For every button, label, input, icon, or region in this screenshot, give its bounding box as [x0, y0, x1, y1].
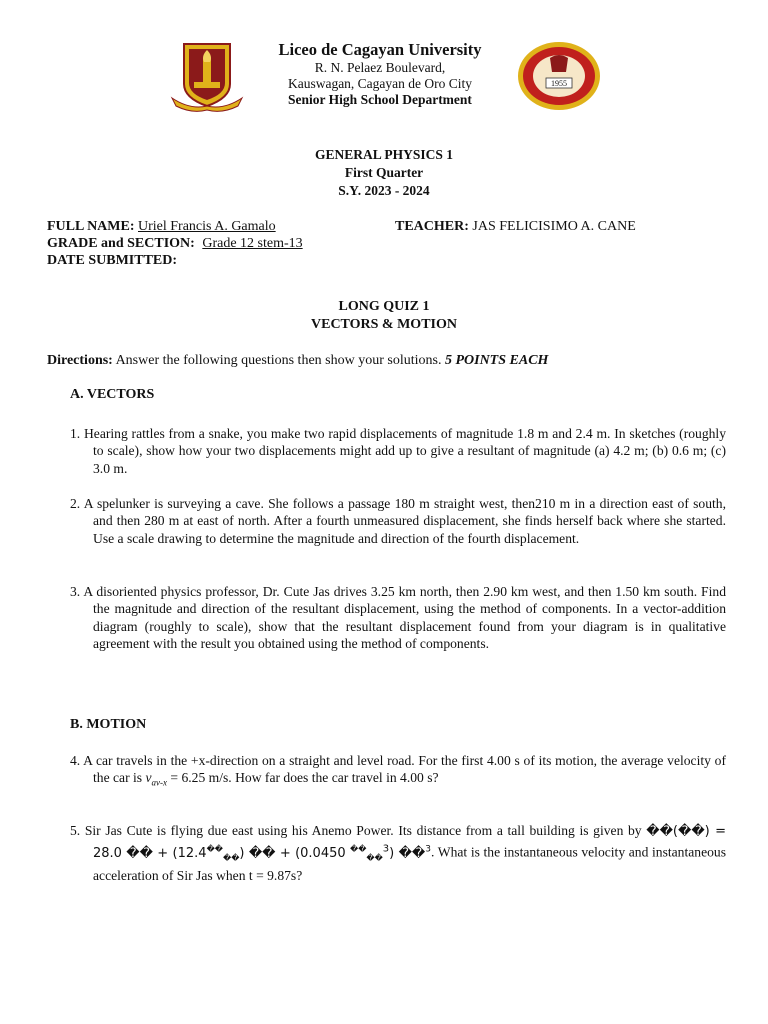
teacher-row — [395, 218, 636, 235]
quiz-heading — [234, 298, 534, 334]
department-seal — [516, 40, 602, 112]
question-4 — [70, 752, 726, 793]
question-4-text — [70, 752, 726, 793]
directions-points: 5 POINTS EACH — [444, 353, 549, 368]
grade-section-row — [47, 235, 303, 252]
full-name-label: FULL NAME: — [47, 219, 135, 234]
grade-section-value: Grade 12 stem-13 — [202, 236, 303, 251]
question-4-subscript: av-x — [151, 778, 168, 789]
formula-sup-1: �� — [206, 844, 223, 854]
directions — [47, 352, 548, 369]
section-a-heading: A. VECTORS — [70, 387, 155, 402]
full-name-value: Uriel Francis A. Gamalo — [138, 219, 276, 234]
formula-part-1: ��(��) = 28.0 �� + (12.4 — [93, 824, 726, 861]
formula-part-3: ) �� — [389, 845, 426, 861]
question-1-text: 1. Hearing rattles from a snake, you make two rapid displacements of magnitude 1.8 m and 2.4 m. In sketches (roughly to scale), show how your two displacements might add up to give a resultant of magnitude (a) 4.2 m; (b) 0.6 m; (c) 3.0 m. — [70, 426, 726, 476]
directions-label: Directions: — [47, 353, 113, 368]
question-2 — [70, 495, 726, 547]
seal-year-text: 1955 — [551, 79, 567, 88]
formula-exponent: 3 — [425, 844, 431, 855]
question-5 — [70, 822, 726, 884]
university-header — [250, 40, 510, 108]
course-title: GENERAL PHYSICS 1 — [314, 147, 454, 162]
question-5-part-b: . What is the instantaneous velocity and instantaneous acceleration of Sir Jas when t = 9.87s? — [93, 844, 726, 883]
question-4-part-b: = 6.25 m/s. How far does the car travel in 4.00 s? — [167, 770, 439, 786]
course-quarter: First Quarter — [344, 165, 424, 180]
formula-sup-3: 3 — [382, 843, 390, 855]
question-4-variable: v — [145, 770, 152, 786]
address-line-1: R. N. Pelaez Boulevard, — [314, 60, 446, 75]
university-logo — [170, 40, 244, 114]
question-4-part-a: 4. A car travels in the +x-direction on a straight and level road. For the first 4.00 s of its motion, the average velocity of the car is — [70, 753, 726, 786]
question-1 — [70, 425, 726, 477]
university-name: Liceo de Cagayan University — [278, 40, 482, 59]
formula-sub-1: �� — [222, 853, 240, 863]
date-submitted-label: DATE SUBMITTED: — [47, 253, 178, 268]
question-2-text: 2. A spelunker is surveying a cave. She follows a passage 180 m straight west, then210 m in a direction east of south, and then 280 m at east of north. After a fourth unmeasured displacement, she finds herself back where she started. Use a scale drawing to determine the magnitude and direction of the fourth displacement. — [70, 496, 726, 546]
department-name: Senior High School Department — [288, 92, 472, 107]
teacher-value: JAS FELICISIMO A. CANE — [472, 219, 636, 234]
formula-sup-2: �� — [349, 844, 367, 854]
question-5-part-a: 5. Sir Jas Cute is flying due east using his Anemo Power. Its distance from a tall building is given by — [70, 823, 642, 838]
school-year: S.Y. 2023 - 2024 — [338, 183, 430, 198]
address-line-2: Kauswagan, Cagayan de Oro City — [287, 76, 473, 91]
formula-part-2: ) �� + (0.0450 — [239, 845, 350, 861]
quiz-title: LONG QUIZ 1 — [338, 299, 430, 314]
formula-sub-2: �� — [366, 853, 383, 863]
question-3 — [70, 583, 726, 653]
full-name-row — [47, 218, 276, 235]
question-5-text — [70, 822, 726, 884]
course-info — [234, 146, 534, 200]
quiz-subtitle: VECTORS & MOTION — [311, 317, 457, 332]
section-b-heading: B. MOTION — [70, 717, 147, 732]
grade-section-label: GRADE and SECTION: — [47, 236, 195, 251]
directions-text: Answer the following questions then show your solutions. — [112, 353, 445, 368]
question-3-text: 3. A disoriented physics professor, Dr. Cute Jas drives 3.25 km north, then 2.90 km west, and then 1.50 km south. Find the magnitude and direction of the resultant displacement, using the method of components. In a vector-addition diagram (roughly to scale), show that the resultant displacement found from your diagram is in qualitative agreement with the result you obtained using the method of components. — [70, 584, 726, 652]
teacher-label: TEACHER: — [395, 219, 469, 234]
